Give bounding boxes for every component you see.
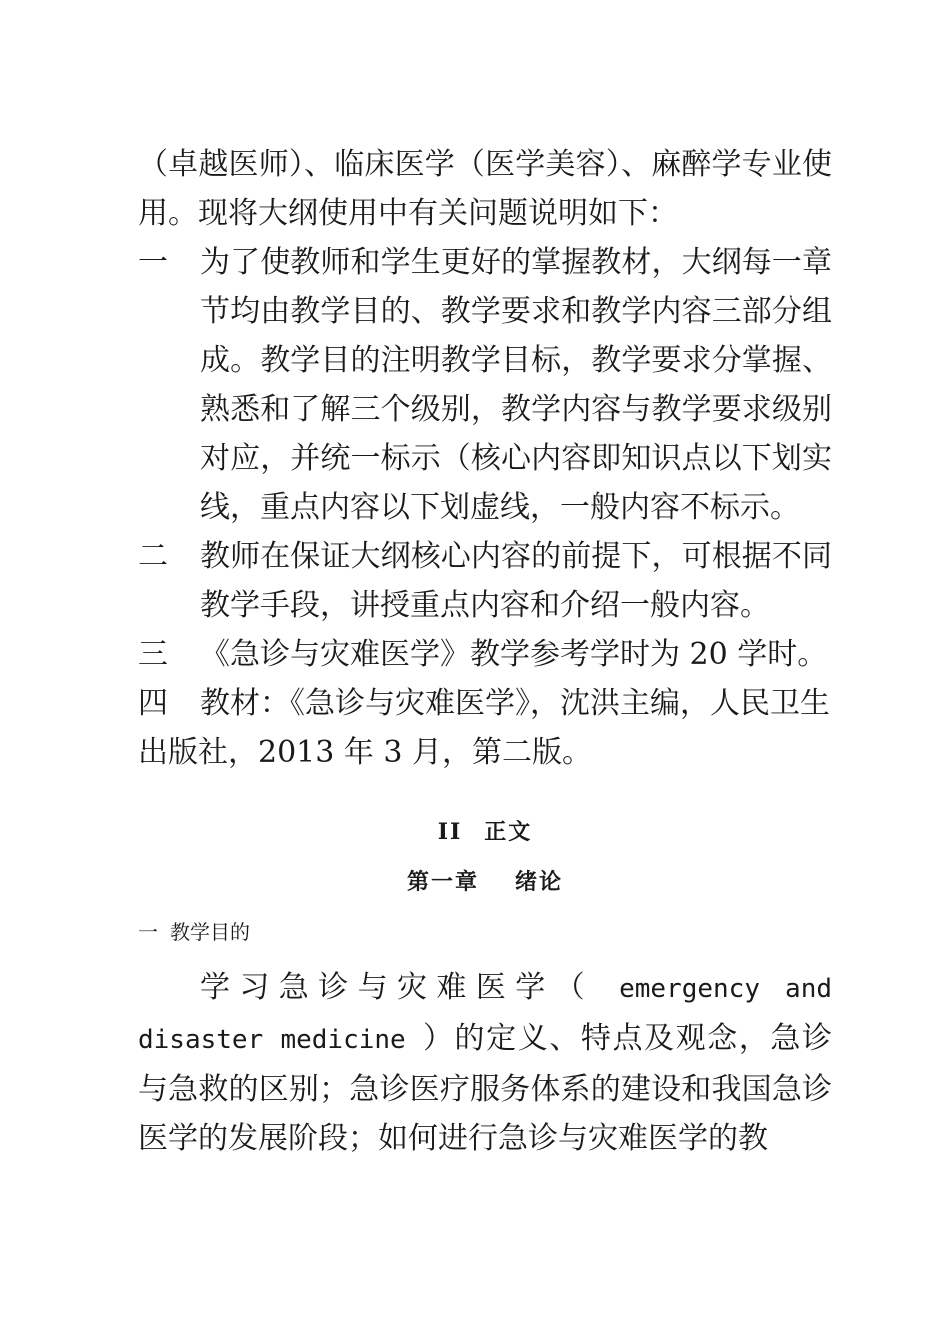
chapter-heading	[138, 867, 832, 897]
subsection-heading	[138, 917, 832, 947]
list-text: 《急诊与灾难医学》教学参考学时为 20 学时。	[200, 637, 828, 672]
list-item-4	[138, 679, 832, 777]
list-number: 三	[138, 637, 168, 672]
intro-paragraph: （卓越医师）、临床医学（医学美容）、麻醉学专业使用。现将大纲使用中有关问题说明如下：	[138, 147, 832, 231]
list-item-1	[138, 238, 832, 532]
list-number: 一	[138, 245, 168, 280]
chapter-title: 绪论	[515, 869, 564, 895]
body-text-end: ）的定义、特点及观念，急诊与急救的区别；急诊医疗服务体系的建设和我国急诊医学的发展阶段；如何进行急诊与灾难医学的教	[138, 1021, 832, 1156]
list-number: 二	[138, 539, 168, 574]
list-text: 教材：《急诊与灾难医学》，沈洪主编，人民卫生出版社，2013 年 3 月，第二版。	[138, 686, 830, 770]
section-roman: II	[437, 819, 463, 845]
list-item-3	[138, 630, 832, 679]
list-text: 教师在保证大纲核心内容的前提下，可根据不同教学手段，讲授重点内容和介绍一般内容。	[200, 539, 832, 623]
list-text: 为了使教师和学生更好的掌握教材，大纲每一章节均由教学目的、教学要求和教学内容三部分组成。教学目的注明教学目标，教学要求分掌握、熟悉和了解三个级别，教学内容与教学要求级别对应，并统一标示（核心内容即知识点以下划实线，重点内容以下划虚线，一般内容不标示。	[200, 245, 832, 525]
list-number: 四	[138, 686, 168, 721]
document-page	[138, 140, 832, 1163]
subsection-title: 教学目的	[170, 920, 250, 944]
list-item-2	[138, 532, 832, 630]
subsection-number: 一	[138, 920, 158, 944]
section-heading	[138, 817, 832, 847]
body-text-start: 学习急诊与灾难医学（	[200, 970, 595, 1005]
chapter-number: 第一章	[406, 869, 479, 895]
section-title: 正文	[484, 819, 533, 845]
body-text-latin: emergency and disaster medicine	[138, 974, 833, 1055]
body-paragraph	[138, 963, 832, 1163]
